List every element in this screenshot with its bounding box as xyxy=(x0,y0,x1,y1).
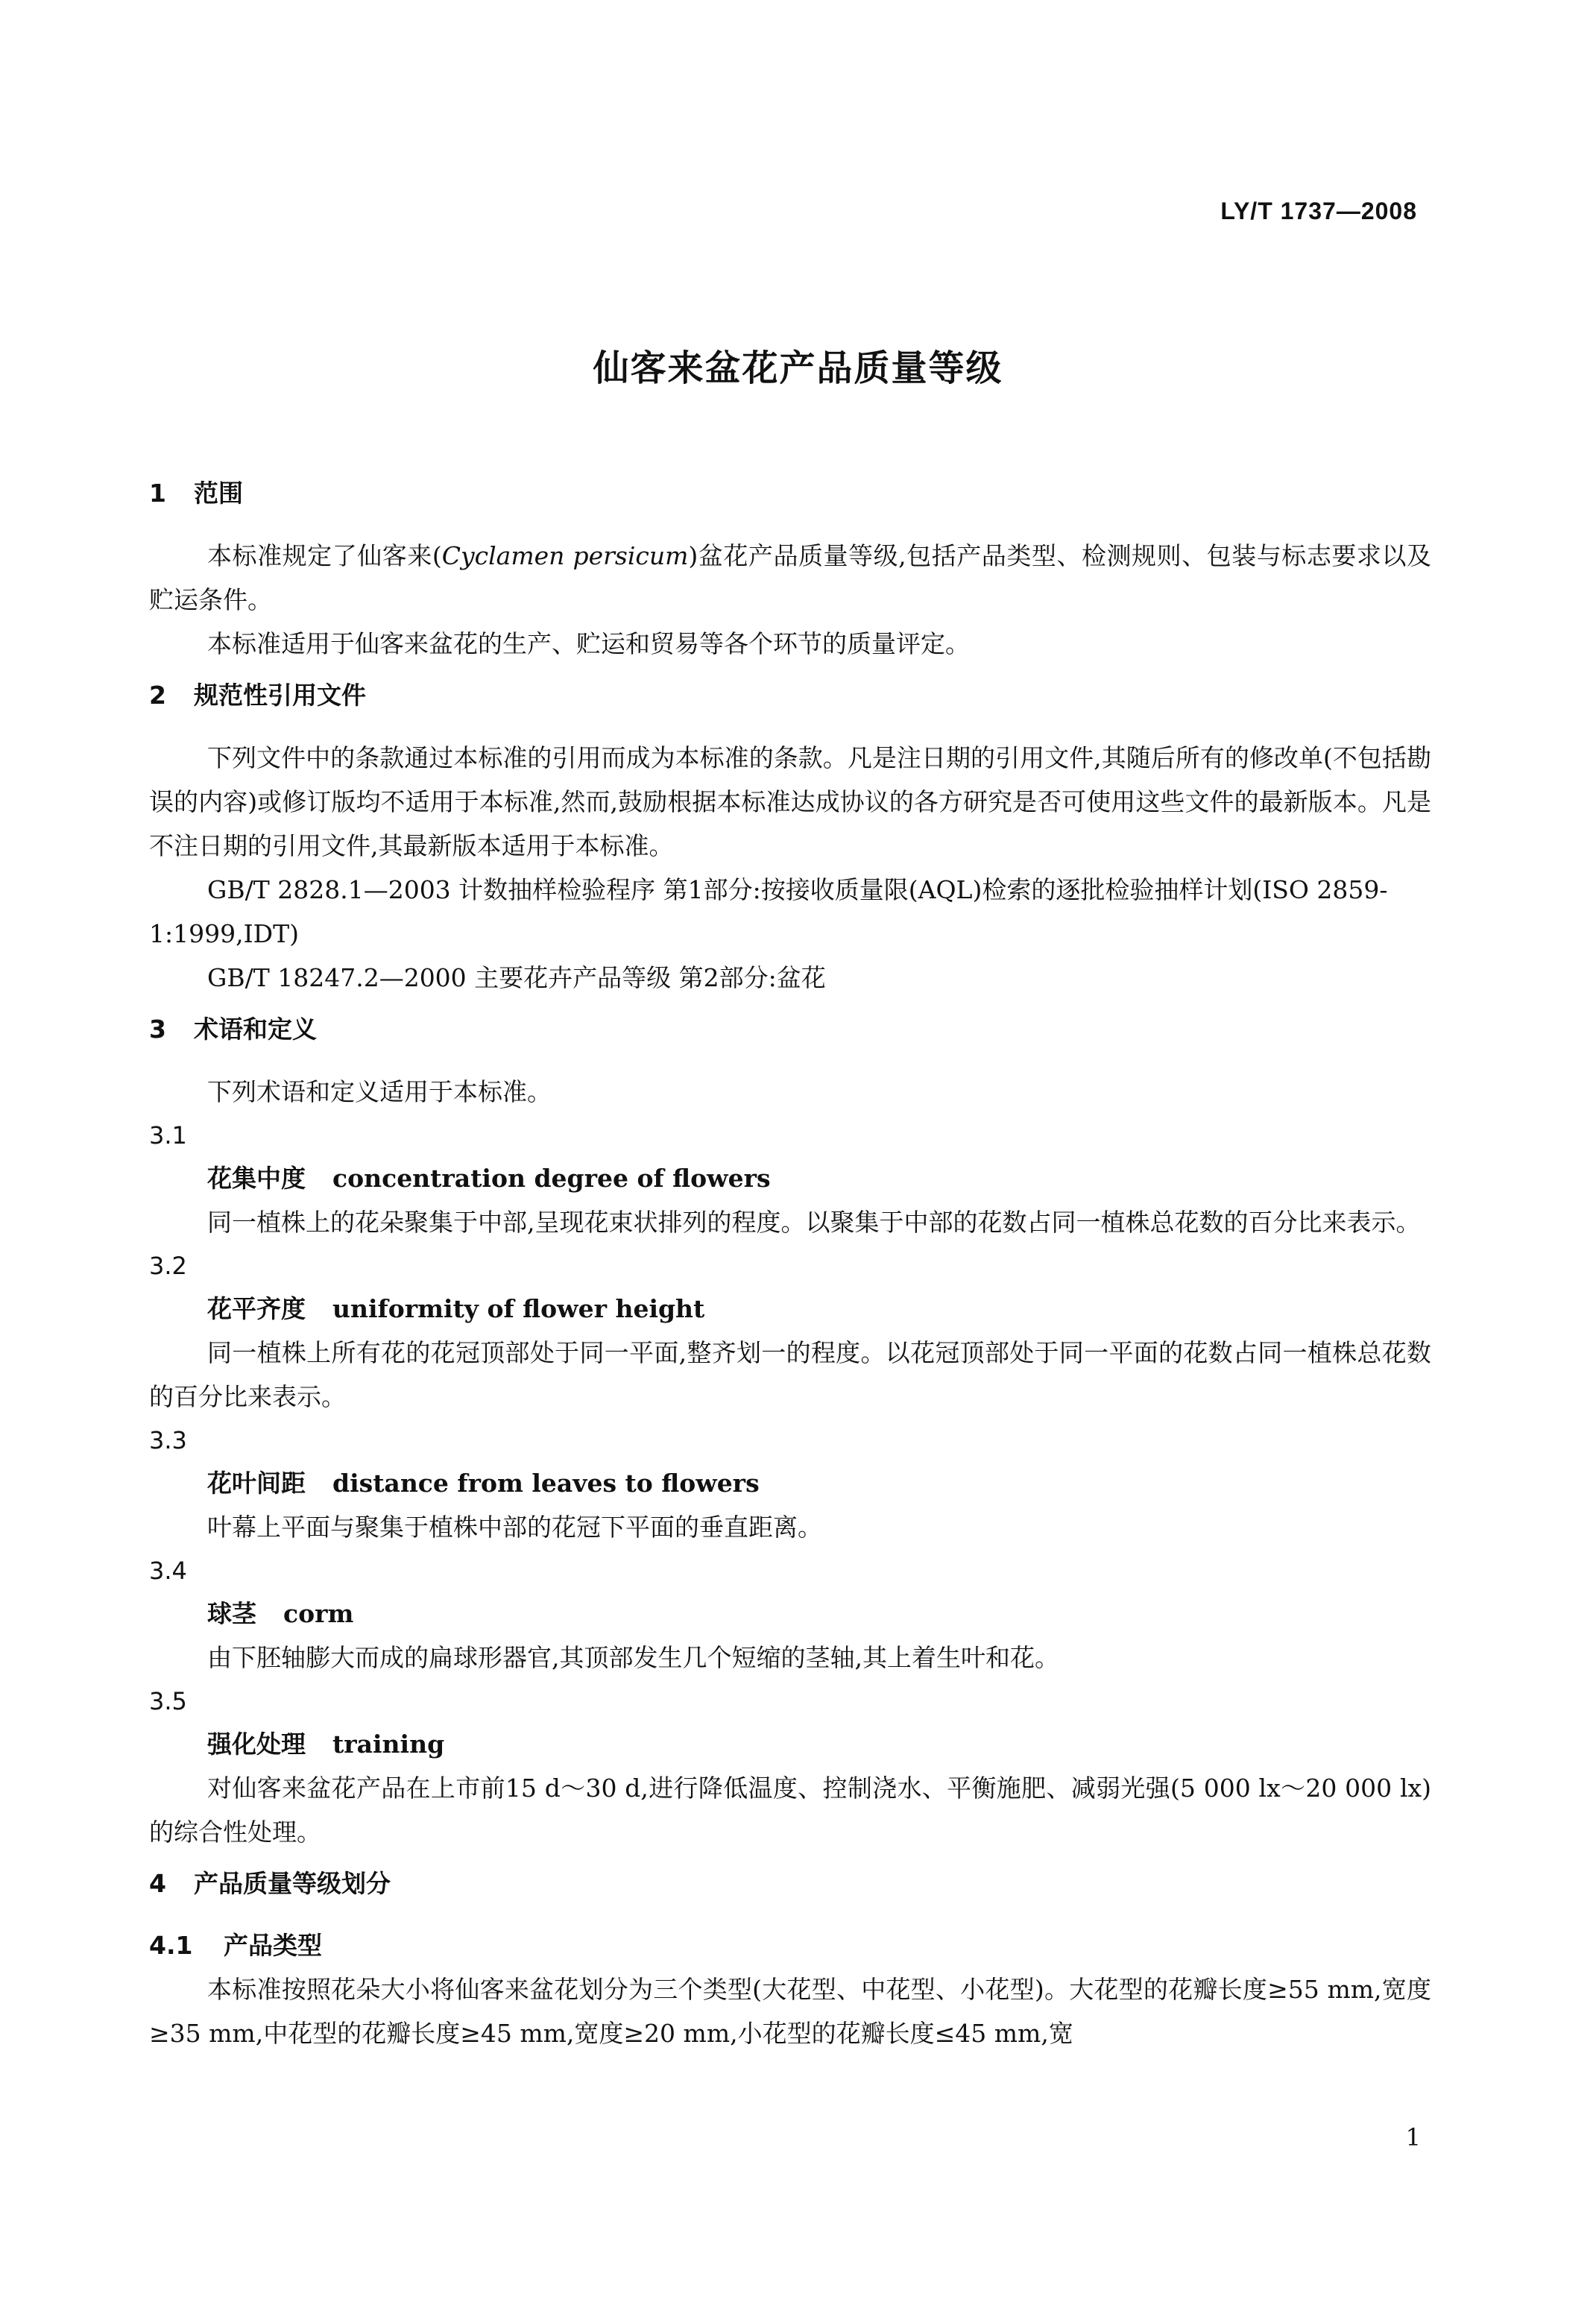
term-entry xyxy=(149,1419,1431,1549)
term-number: 3.1 xyxy=(149,1121,187,1150)
section-title: 术语和定义 xyxy=(194,1015,317,1044)
reference-item: GB/T 18247.2—2000 主要花卉产品等级 第2部分:盆花 xyxy=(207,963,826,992)
subsection-number: 4.1 xyxy=(149,1931,193,1960)
page-title: 仙客来盆花产品质量等级 xyxy=(593,347,1003,389)
term-chinese: 花集中度 xyxy=(207,1164,306,1193)
subsection-title: 产品类型 xyxy=(224,1931,322,1960)
reference-item: GB/T 2828.1—2003 计数抽样检验程序 第1部分:按接收质量限(AQL)检索的逐批检验抽样计划(ISO 2859-1:1999,IDT) xyxy=(149,875,1388,948)
section-number: 3 xyxy=(149,1015,166,1044)
term-number: 3.3 xyxy=(149,1426,187,1454)
section-number: 2 xyxy=(149,681,166,710)
term-english: concentration degree of flowers xyxy=(332,1164,771,1193)
section-title: 范围 xyxy=(194,479,243,508)
scope-paragraph-2: 本标准适用于仙客来盆花的生产、贮运和贸易等各个环节的质量评定。 xyxy=(207,629,970,658)
term-definition: 由下胚轴膨大而成的扁球形器官,其顶部发生几个短缩的茎轴,其上着生叶和花。 xyxy=(207,1643,1059,1672)
standard-code: LY/T 1737—2008 xyxy=(1220,198,1417,224)
term-english: corm xyxy=(283,1599,354,1628)
term-definition: 同一植株上所有花的花冠顶部处于同一平面,整齐划一的程度。以花冠顶部处于同一平面的花数占同一植株总花数的百分比来表示。 xyxy=(149,1338,1431,1411)
term-entry xyxy=(149,1244,1431,1419)
scope-paragraph-1: 本标准规定了仙客来(Cyclamen persicum)盆花产品质量等级,包括产品类型、检测规则、包装与标志要求以及贮运条件。 xyxy=(149,541,1431,614)
term-definition: 叶幕上平面与聚集于植株中部的花冠下平面的垂直距离。 xyxy=(207,1513,822,1542)
terms-intro: 下列术语和定义适用于本标准。 xyxy=(207,1077,552,1106)
section-title: 产品质量等级划分 xyxy=(194,1869,391,1898)
document-body xyxy=(149,477,1431,2055)
section-heading-3 xyxy=(149,1013,1431,1046)
term-entry xyxy=(149,1114,1431,1244)
references-paragraph: 下列文件中的条款通过本标准的引用而成为本标准的条款。凡是注日期的引用文件,其随后所有的修改单(不包括勘误的内容)或修订版均不适用于本标准,然而,鼓励根据本标准达成协议的各方研究是否可使用这些文件的最新版本。凡是不注日期的引用文件,其最新版本适用于本标准。 xyxy=(149,743,1431,860)
term-number: 3.2 xyxy=(149,1252,187,1280)
term-definition: 同一植株上的花朵聚集于中部,呈现花束状排列的程度。以聚集于中部的花数占同一植株总花数的百分比来表示。 xyxy=(207,1208,1421,1237)
term-chinese: 强化处理 xyxy=(207,1730,306,1759)
term-chinese: 花平齐度 xyxy=(207,1294,306,1323)
product-types-paragraph: 本标准按照花朵大小将仙客来盆花划分为三个类型(大花型、中花型、小花型)。大花型的花瓣长度≥55 mm,宽度≥35 mm,中花型的花瓣长度≥45 mm,宽度≥20 mm,小花型的花瓣长度≤45 mm,宽 xyxy=(149,1975,1431,2048)
term-number: 3.5 xyxy=(149,1687,187,1715)
latin-name: Cyclamen persicum xyxy=(441,541,689,570)
section-heading-4 xyxy=(149,1867,1431,1900)
section-number: 1 xyxy=(149,479,166,508)
term-number: 3.4 xyxy=(149,1557,187,1585)
section-heading-1 xyxy=(149,477,1431,510)
subsection-heading xyxy=(149,1924,1431,1967)
term-english: uniformity of flower height xyxy=(332,1294,705,1323)
term-entry xyxy=(149,1549,1431,1680)
section-heading-2 xyxy=(149,679,1431,712)
section-title: 规范性引用文件 xyxy=(194,681,366,710)
section-number: 4 xyxy=(149,1869,166,1898)
term-english: distance from leaves to flowers xyxy=(332,1469,760,1498)
term-english: training xyxy=(332,1730,445,1759)
page-number: 1 xyxy=(1405,2123,1421,2152)
term-chinese: 球茎 xyxy=(207,1599,256,1628)
term-entry xyxy=(149,1680,1431,1854)
term-definition: 对仙客来盆花产品在上市前15 d～30 d,进行降低温度、控制浇水、平衡施肥、减弱光强(5 000 lx～20 000 lx)的综合性处理。 xyxy=(149,1774,1431,1847)
term-chinese: 花叶间距 xyxy=(207,1469,306,1498)
